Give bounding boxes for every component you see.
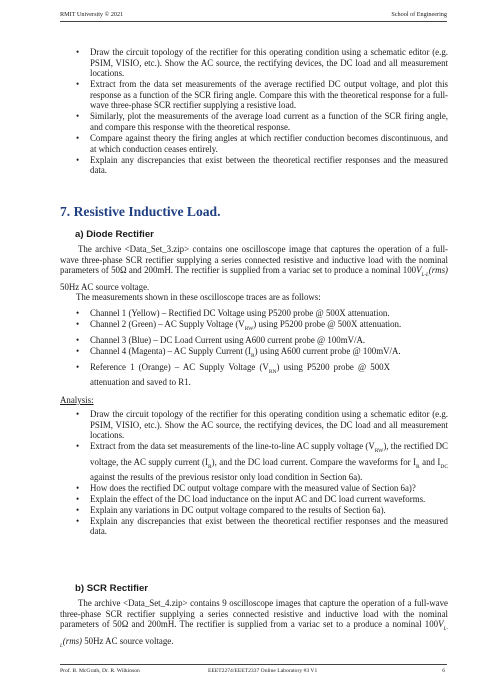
bullet-icon: • [76,318,80,329]
bullet-icon: • [76,79,80,90]
bullet-icon: • [76,308,80,318]
bullet-icon: • [76,345,80,356]
channel-list [76,308,448,388]
bullet-icon: • [76,47,80,57]
list-item: • Explain any discrepancies that exist between the theoretical rectifier responses and the measured data. [76,515,448,537]
list-item: • Extract from the data set measurements of the line-to-line AC supply voltage $(V_{RW})$, the rectified DC voltage, the AC supply current $(I_R)$, and the DC load current. Compare the waveforms for $I_R$ and $I_{DC}$ against the results of the previous resistor only load condition in Section 6a). [76,441,448,482]
subsection-b-title: b) SCR Rectifier [75,583,149,594]
bullet-icon: • [76,504,80,515]
measurements-intro: The measurements shown in these oscilloscope traces are as follows: [76,292,321,302]
list-item: • Draw the circuit topology of the rectifier for this operating condition using a schematic editor (e.g. PSIM, VISIO, etc.). Show the AC source, the rectifying devices, the DC load and all measurement locations. [76,47,448,79]
page-header [60,11,447,22]
bullet-icon: • [76,515,80,526]
bullet-icon: • [76,441,80,452]
bullet-icon: • [76,154,80,165]
section-title: 7. Resistive Inductive Load. [60,204,221,219]
bullet-icon: • [76,334,80,345]
footer-authors: Prof. B. McGrath, Dr. R. Wilkinson [60,668,140,674]
bullet-icon: • [76,409,80,419]
header-school: School of Engineering [391,11,447,18]
header-university: RMIT University © 2021 [60,11,124,18]
bullet-icon: • [76,111,80,122]
bullet-icon: • [76,493,80,504]
bullet-icon: • [76,361,80,372]
list-item: • Reference 1 (Orange) – AC Supply Voltage $(V_{RN})$ using P5200 probe @ 500X attenuation and saved to R1. [76,361,390,387]
bullet-icon: • [76,482,80,493]
top-bullet-list [76,47,448,176]
paragraph-a: The archive <Data_Set_3.zip> contains one oscilloscope image that captures the operation of a full-wave three-phase SCR rectifier supplying a series connected resistive and inductive load with the nominal parameters of 50Ω and 200mH. The rectifier is supplied from a variac set to produce a nominal $100V_{L-L}(rms)$ 50Hz AC source voltage. [60,244,448,292]
bullet-icon: • [76,132,80,143]
list-item: • Explain any discrepancies that exist between the theoretical rectifier responses and the measured data. [76,154,448,176]
list-item: • Channel 4 (Magenta) – AC Supply Current $(I_R)$ using A600 current probe @ 100mV/A. [76,345,401,359]
list-item: • Similarly, plot the measurements of the average load current as a function of the SCR firing angle, and compare this response with the theoretical response. [76,111,448,132]
paragraph-b: The archive <Data_Set_4.zip> contains 9 oscilloscope images that capture the operation of a full-wave three-phase SCR rectifier supplying a series connected resistive and inductive load with the nominal parameters of 50Ω and 200mH. The rectifier is supplied from a variac set to a produce a nominal $100V_{L-L}(rms)$ 50Hz AC source voltage. [60,598,448,649]
subsection-a-title: a) Diode Rectifier [75,229,154,240]
list-item: • Explain any variations in DC output voltage compared to the results of Section 6a). [76,504,386,515]
footer-course: EEET2274/EEET2337 Online Laboratory #3 V1 [208,668,318,674]
analysis-bullet-list [76,409,448,537]
list-item: • Channel 3 (Blue) – DC Load Current using A600 current probe @ 100mV/A. [76,334,366,345]
page-footer [60,664,447,677]
list-item: • Channel 2 (Green) – AC Supply Voltage $(V_{RW})$ using P5200 probe @ 500X attenuation. [76,318,402,332]
list-item: • Extract from the data set measurements of the average rectified DC output voltage, and plot this response as a function of the SCR firing angle. Compare this with the theoretical response for a full-wave three-phase SCR rectifier supplying a resistive load. [76,79,448,111]
analysis-label: Analysis: [60,395,94,405]
list-item: • How does the rectified DC output voltage compare with the measured value of Section 6a)? [76,482,416,493]
list-item: • Compare against theory the firing angles at which rectifier conduction becomes discontinuous, and at which conduction ceases entirely. [76,132,448,154]
page-number: 6 [442,668,445,674]
list-item: • Explain the effect of the DC load inductance on the input AC and DC load current waveforms. [76,493,426,504]
list-item: • Channel 1 (Yellow) – Rectified DC Voltage using P5200 probe @ 500X attenuation. [76,308,390,318]
list-item: • Draw the circuit topology of the rectifier for this operating condition using a schematic editor (e.g. PSIM, VISIO, etc.). Show the AC source, the rectifying devices, the DC load and all measurement locations. [76,409,448,441]
